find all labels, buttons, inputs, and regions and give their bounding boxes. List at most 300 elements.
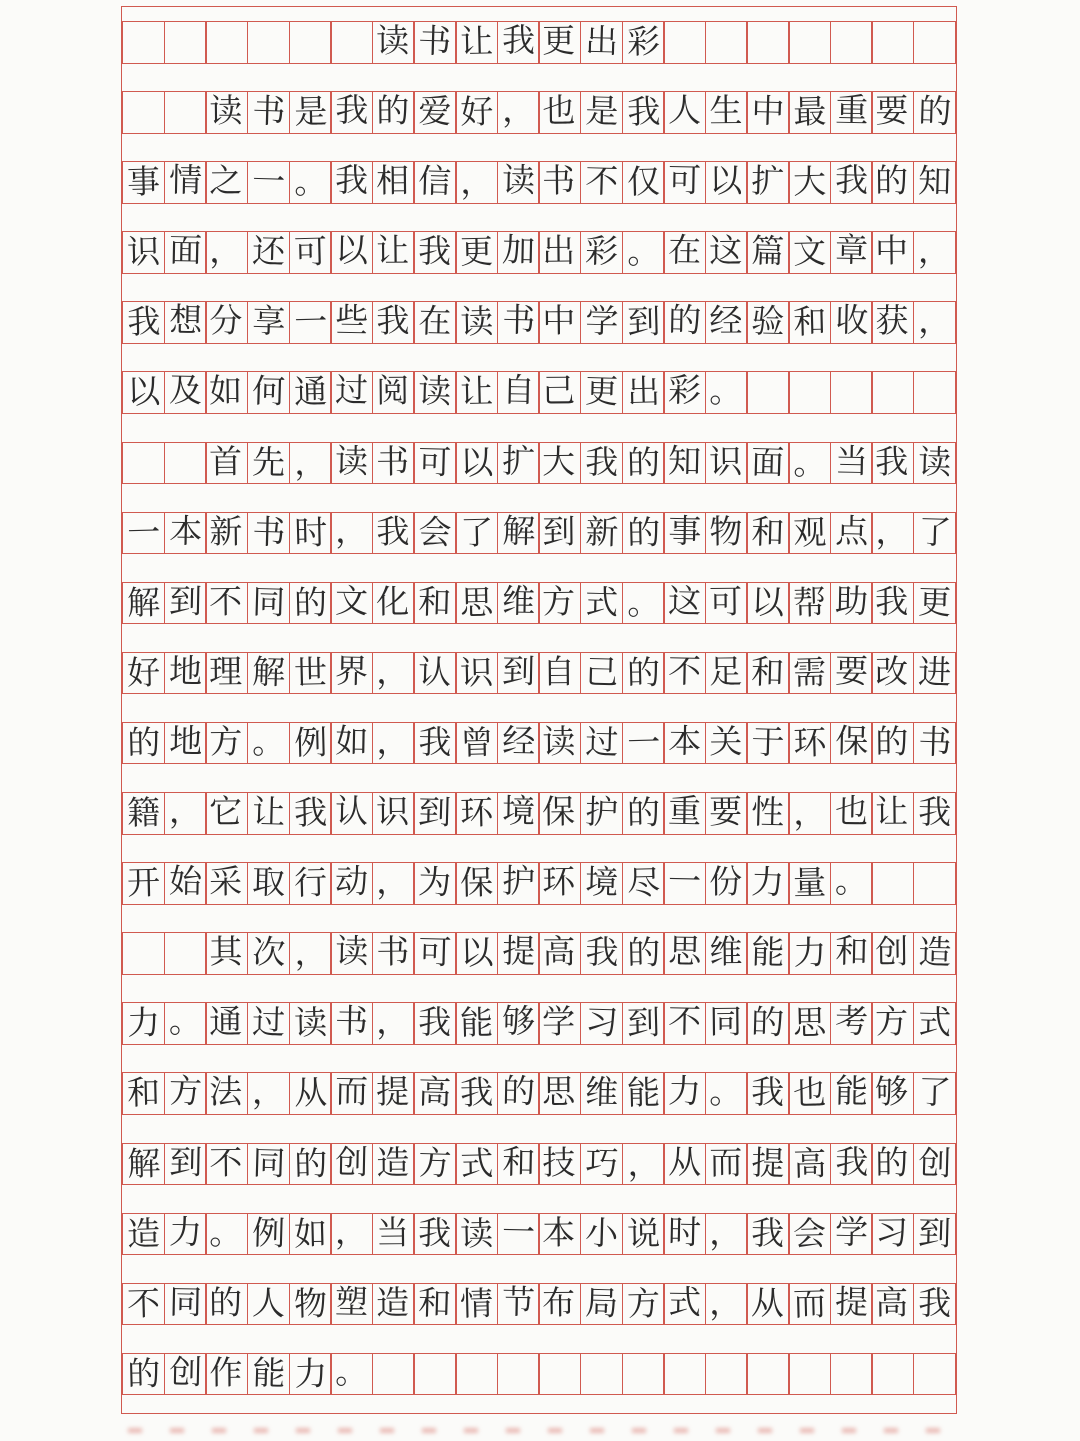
handwritten-char-cell: 我 <box>830 161 873 204</box>
handwritten-char-cell: 识 <box>372 792 415 835</box>
handwritten-char-cell: 篇 <box>746 231 789 274</box>
handwritten-char-cell: 布 <box>538 1283 581 1326</box>
handwritten-char-cell: 的 <box>622 652 665 695</box>
handwritten-char-cell: ， <box>330 512 373 555</box>
handwritten-char-cell: 从 <box>746 1283 789 1326</box>
handwritten-char-cell: ， <box>455 161 498 204</box>
handwritten-char-cell: 考 <box>830 1002 873 1045</box>
handwritten-char-cell: 何 <box>247 371 290 414</box>
handwritten-char-cell: 能 <box>455 1002 498 1045</box>
handwritten-char-cell: ， <box>289 442 332 485</box>
empty-grid-cell <box>788 371 831 414</box>
handwritten-char-cell: 一 <box>247 161 290 204</box>
handwritten-char-cell: 经 <box>497 722 540 765</box>
handwritten-char-cell: 验 <box>746 301 789 344</box>
handwritten-char-cell: 行 <box>289 862 332 905</box>
handwritten-char-cell: 到 <box>622 301 665 344</box>
handwritten-char-cell: 提 <box>746 1143 789 1186</box>
handwritten-char-cell: 我 <box>622 91 665 134</box>
handwritten-char-cell: 和 <box>830 932 873 975</box>
handwritten-char-cell: 会 <box>788 1213 831 1256</box>
empty-grid-cell <box>788 1353 831 1396</box>
grid-row <box>122 1283 956 1326</box>
handwritten-char-cell: 境 <box>580 862 623 905</box>
handwritten-char-cell: 巧 <box>580 1143 623 1186</box>
page-edge-artifact <box>128 1428 960 1433</box>
manuscript-grid <box>121 6 957 1414</box>
row-spacing-band <box>122 1115 956 1143</box>
handwritten-char-cell: 式 <box>913 1002 956 1045</box>
handwritten-char-cell: 式 <box>580 582 623 625</box>
handwritten-char-cell: 到 <box>538 512 581 555</box>
handwritten-char-cell: 环 <box>538 862 581 905</box>
handwritten-char-cell: 方 <box>622 1283 665 1326</box>
grid-top-strip <box>122 7 956 21</box>
handwritten-char-cell: 的 <box>289 582 332 625</box>
handwritten-char-cell: 解 <box>122 1143 165 1186</box>
handwritten-char-cell: 的 <box>871 722 914 765</box>
handwritten-char-cell: 创 <box>913 1143 956 1186</box>
handwritten-char-cell: 。 <box>622 231 665 274</box>
handwritten-char-cell: 知 <box>663 442 706 485</box>
handwritten-char-cell: 说 <box>622 1213 665 1256</box>
handwritten-char-cell: 解 <box>497 512 540 555</box>
handwritten-char-cell: 界 <box>330 652 373 695</box>
empty-grid-cell <box>330 21 373 64</box>
handwritten-char-cell: 更 <box>580 371 623 414</box>
handwritten-char-cell: 不 <box>663 652 706 695</box>
handwritten-char-cell: 不 <box>122 1283 165 1326</box>
handwritten-char-cell: 力 <box>746 862 789 905</box>
handwritten-char-cell: 经 <box>705 301 748 344</box>
handwritten-char-cell: 书 <box>913 722 956 765</box>
handwritten-char-cell: 中 <box>538 301 581 344</box>
handwritten-char-cell: 以 <box>122 371 165 414</box>
handwritten-char-cell: 保 <box>455 862 498 905</box>
handwritten-char-cell: 开 <box>122 862 165 905</box>
handwritten-char-cell: 事 <box>663 512 706 555</box>
handwritten-char-cell: 通 <box>289 371 332 414</box>
handwritten-char-cell: 要 <box>830 652 873 695</box>
handwritten-char-cell: 的 <box>289 1143 332 1186</box>
handwritten-char-cell: 从 <box>663 1143 706 1186</box>
handwritten-char-cell: ， <box>871 512 914 555</box>
handwritten-char-cell: 力 <box>122 1002 165 1045</box>
grid-row <box>122 512 956 555</box>
handwritten-char-cell: 次 <box>247 932 290 975</box>
handwritten-char-cell: 大 <box>788 161 831 204</box>
handwritten-char-cell: 些 <box>330 301 373 344</box>
empty-grid-cell <box>164 21 207 64</box>
handwritten-char-cell: 也 <box>830 792 873 835</box>
handwritten-char-cell: 方 <box>871 1002 914 1045</box>
handwritten-char-cell: 知 <box>913 161 956 204</box>
row-spacing-band <box>122 274 956 302</box>
handwritten-char-cell: 书 <box>247 512 290 555</box>
grid-row <box>122 442 956 485</box>
row-spacing-band <box>122 414 956 442</box>
handwritten-char-cell: 。 <box>622 582 665 625</box>
empty-grid-cell <box>913 371 956 414</box>
handwritten-char-cell: 更 <box>538 21 581 64</box>
handwritten-char-cell: 。 <box>705 1072 748 1115</box>
handwritten-char-cell: 技 <box>538 1143 581 1186</box>
handwritten-char-cell: 不 <box>205 1143 248 1186</box>
row-spacing-band <box>122 344 956 372</box>
handwritten-char-cell: 书 <box>372 442 415 485</box>
handwritten-char-cell: 过 <box>330 371 373 414</box>
handwritten-char-cell: 读 <box>330 442 373 485</box>
handwritten-char-cell: 新 <box>205 512 248 555</box>
handwritten-char-cell: 这 <box>705 231 748 274</box>
handwritten-char-cell: 籍 <box>122 792 165 835</box>
handwritten-char-cell: 读 <box>413 371 456 414</box>
handwritten-char-cell: 的 <box>746 1002 789 1045</box>
handwritten-char-cell: 认 <box>330 792 373 835</box>
handwritten-char-cell: 在 <box>413 301 456 344</box>
handwritten-char-cell: ， <box>705 1213 748 1256</box>
handwritten-char-cell: 及 <box>164 371 207 414</box>
handwritten-char-cell: 学 <box>830 1213 873 1256</box>
handwritten-char-cell: 。 <box>247 722 290 765</box>
grid-row <box>122 652 956 695</box>
handwritten-char-cell: 我 <box>580 932 623 975</box>
handwritten-char-cell: 能 <box>622 1072 665 1115</box>
handwritten-char-cell: 动 <box>330 862 373 905</box>
handwritten-char-cell: 我 <box>871 582 914 625</box>
handwritten-char-cell: 到 <box>164 582 207 625</box>
handwritten-char-cell: 关 <box>705 722 748 765</box>
handwritten-char-cell: 力 <box>663 1072 706 1115</box>
handwritten-char-cell: 的 <box>871 161 914 204</box>
handwritten-char-cell: 可 <box>413 442 456 485</box>
empty-grid-cell <box>913 1353 956 1396</box>
handwritten-char-cell: 足 <box>705 652 748 695</box>
handwritten-char-cell: 提 <box>830 1283 873 1326</box>
empty-grid-cell <box>413 1353 456 1396</box>
handwritten-char-cell: 学 <box>538 1002 581 1045</box>
handwritten-char-cell: 环 <box>455 792 498 835</box>
empty-grid-cell <box>663 21 706 64</box>
handwritten-char-cell: 思 <box>663 932 706 975</box>
empty-grid-cell <box>622 1353 665 1396</box>
handwritten-char-cell: 过 <box>580 722 623 765</box>
handwritten-char-cell: 提 <box>372 1072 415 1115</box>
handwritten-char-cell: 读 <box>538 722 581 765</box>
handwritten-char-cell: 更 <box>455 231 498 274</box>
handwritten-char-cell: 大 <box>538 442 581 485</box>
handwritten-char-cell: 本 <box>538 1213 581 1256</box>
handwritten-char-cell: ， <box>913 301 956 344</box>
empty-grid-cell <box>913 862 956 905</box>
handwritten-char-cell: 造 <box>372 1143 415 1186</box>
grid-row <box>122 1213 956 1256</box>
grid-row <box>122 1002 956 1045</box>
handwritten-char-cell: 习 <box>580 1002 623 1045</box>
handwritten-char-cell: 时 <box>289 512 332 555</box>
handwritten-char-cell: 收 <box>830 301 873 344</box>
handwritten-char-cell: 而 <box>705 1143 748 1186</box>
handwritten-char-cell: 的 <box>622 442 665 485</box>
handwritten-char-cell: 读 <box>497 161 540 204</box>
handwritten-char-cell: 同 <box>164 1283 207 1326</box>
handwritten-char-cell: 面 <box>164 231 207 274</box>
handwritten-char-cell: ， <box>913 231 956 274</box>
grid-row <box>122 722 956 765</box>
handwritten-char-cell: 书 <box>247 91 290 134</box>
handwritten-char-cell: 能 <box>746 932 789 975</box>
handwritten-char-cell: 书 <box>538 161 581 204</box>
handwritten-char-cell: 法 <box>205 1072 248 1115</box>
empty-grid-cell <box>830 1353 873 1396</box>
handwritten-char-cell: 高 <box>871 1283 914 1326</box>
handwritten-char-cell: 物 <box>705 512 748 555</box>
handwritten-char-cell: 也 <box>788 1072 831 1115</box>
row-spacing-band <box>122 975 956 1003</box>
handwritten-char-cell: 己 <box>580 652 623 695</box>
handwritten-char-cell: 节 <box>497 1283 540 1326</box>
handwritten-char-cell: 信 <box>413 161 456 204</box>
handwritten-char-cell: 造 <box>122 1213 165 1256</box>
handwritten-char-cell: 识 <box>122 231 165 274</box>
handwritten-char-cell: 识 <box>705 442 748 485</box>
row-spacing-band <box>122 1325 956 1353</box>
handwritten-char-cell: 我 <box>330 91 373 134</box>
row-spacing-band <box>122 484 956 512</box>
handwritten-char-cell: 文 <box>788 231 831 274</box>
handwritten-char-cell: 彩 <box>580 231 623 274</box>
handwritten-char-cell: 中 <box>746 91 789 134</box>
handwritten-char-cell: 护 <box>497 862 540 905</box>
empty-grid-cell <box>122 932 165 975</box>
handwritten-char-cell: 更 <box>913 582 956 625</box>
handwritten-char-cell: 让 <box>455 371 498 414</box>
handwritten-char-cell: 书 <box>497 301 540 344</box>
handwritten-char-cell: 己 <box>538 371 581 414</box>
empty-grid-cell <box>788 21 831 64</box>
handwritten-char-cell: 我 <box>413 722 456 765</box>
handwritten-char-cell: 方 <box>538 582 581 625</box>
empty-grid-cell <box>663 1353 706 1396</box>
empty-grid-cell <box>830 21 873 64</box>
handwritten-char-cell: 阅 <box>372 371 415 414</box>
handwritten-char-cell: 读 <box>289 1002 332 1045</box>
handwritten-char-cell: 过 <box>247 1002 290 1045</box>
handwritten-char-cell: 本 <box>164 512 207 555</box>
handwritten-char-cell: 最 <box>788 91 831 134</box>
handwritten-char-cell: 了 <box>455 512 498 555</box>
handwritten-char-cell: 的 <box>622 792 665 835</box>
handwritten-char-cell: 了 <box>913 512 956 555</box>
handwritten-char-cell: 造 <box>913 932 956 975</box>
handwritten-char-cell: 点 <box>830 512 873 555</box>
handwritten-char-cell: 。 <box>788 442 831 485</box>
handwritten-char-cell: 塑 <box>330 1283 373 1326</box>
handwritten-char-cell: 例 <box>289 722 332 765</box>
handwritten-char-cell: 让 <box>372 231 415 274</box>
handwritten-char-cell: 加 <box>497 231 540 274</box>
handwritten-char-cell: 维 <box>580 1072 623 1115</box>
handwritten-char-cell: ， <box>372 722 415 765</box>
handwritten-char-cell: 化 <box>372 582 415 625</box>
handwritten-char-cell: 出 <box>580 21 623 64</box>
grid-row <box>122 862 956 905</box>
handwritten-char-cell: 提 <box>497 932 540 975</box>
handwritten-char-cell: 可 <box>413 932 456 975</box>
handwritten-char-cell: 情 <box>164 161 207 204</box>
empty-grid-cell <box>746 1353 789 1396</box>
handwritten-char-cell: 一 <box>663 862 706 905</box>
handwritten-char-cell: 出 <box>622 371 665 414</box>
handwritten-char-cell: 让 <box>871 792 914 835</box>
handwritten-char-cell: 创 <box>164 1353 207 1396</box>
row-spacing-band <box>122 694 956 722</box>
handwritten-char-cell: 境 <box>497 792 540 835</box>
handwritten-char-cell: 的 <box>372 91 415 134</box>
handwritten-char-cell: 一 <box>497 1213 540 1256</box>
handwritten-char-cell: 这 <box>663 582 706 625</box>
handwritten-char-cell: 取 <box>247 862 290 905</box>
grid-row <box>122 582 956 625</box>
grid-row <box>122 301 956 344</box>
handwritten-char-cell: 仅 <box>622 161 665 204</box>
empty-grid-cell <box>746 371 789 414</box>
handwritten-char-cell: 我 <box>413 1213 456 1256</box>
handwritten-char-cell: 我 <box>830 1143 873 1186</box>
handwritten-char-cell: 世 <box>289 652 332 695</box>
handwritten-char-cell: 可 <box>663 161 706 204</box>
handwritten-char-cell: 还 <box>247 231 290 274</box>
handwritten-char-cell: 可 <box>289 231 332 274</box>
empty-grid-cell <box>122 21 165 64</box>
handwritten-char-cell: 维 <box>497 582 540 625</box>
handwritten-char-cell: 到 <box>497 652 540 695</box>
handwritten-char-cell: 事 <box>122 161 165 204</box>
row-spacing-band <box>122 64 956 92</box>
empty-grid-cell <box>830 371 873 414</box>
handwritten-char-cell: 不 <box>663 1002 706 1045</box>
handwritten-char-cell: 好 <box>122 652 165 695</box>
handwritten-char-cell: ， <box>622 1143 665 1186</box>
handwritten-char-cell: 我 <box>413 231 456 274</box>
grid-row <box>122 161 956 204</box>
handwritten-char-cell: 是 <box>289 91 332 134</box>
handwritten-char-cell: 。 <box>705 371 748 414</box>
handwritten-char-cell: 读 <box>372 21 415 64</box>
handwritten-char-cell: 和 <box>413 582 456 625</box>
handwritten-char-cell: 不 <box>205 582 248 625</box>
handwritten-char-cell: 力 <box>289 1353 332 1396</box>
grid-row <box>122 91 956 134</box>
handwritten-char-cell: 人 <box>663 91 706 134</box>
handwritten-char-cell: 我 <box>455 1072 498 1115</box>
handwritten-char-cell: 尽 <box>622 862 665 905</box>
empty-grid-cell <box>705 21 748 64</box>
empty-grid-cell <box>746 21 789 64</box>
handwritten-char-cell: 我 <box>122 301 165 344</box>
handwritten-char-cell: 当 <box>372 1213 415 1256</box>
handwritten-char-cell: 如 <box>205 371 248 414</box>
handwritten-char-cell: 书 <box>413 21 456 64</box>
handwritten-char-cell: 曾 <box>455 722 498 765</box>
handwritten-char-cell: 采 <box>205 862 248 905</box>
handwritten-char-cell: 读 <box>330 932 373 975</box>
handwritten-char-cell: 到 <box>622 1002 665 1045</box>
handwritten-char-cell: ， <box>497 91 540 134</box>
handwritten-char-cell: 高 <box>788 1143 831 1186</box>
handwritten-char-cell: 本 <box>663 722 706 765</box>
grid-row <box>122 21 956 64</box>
handwritten-char-cell: 的 <box>913 91 956 134</box>
handwritten-char-cell: 习 <box>871 1213 914 1256</box>
handwritten-char-cell: ， <box>247 1072 290 1115</box>
handwritten-char-cell: 享 <box>247 301 290 344</box>
handwritten-char-cell: ， <box>788 792 831 835</box>
handwritten-char-cell: 为 <box>413 862 456 905</box>
handwritten-char-cell: 观 <box>788 512 831 555</box>
handwritten-char-cell: 思 <box>538 1072 581 1115</box>
handwritten-char-cell: 的 <box>871 1143 914 1186</box>
handwritten-char-cell: 。 <box>205 1213 248 1256</box>
grid-row <box>122 932 956 975</box>
handwritten-char-cell: 要 <box>705 792 748 835</box>
handwritten-char-cell: 时 <box>663 1213 706 1256</box>
handwritten-char-cell: 到 <box>413 792 456 835</box>
handwritten-char-cell: 高 <box>413 1072 456 1115</box>
handwritten-char-cell: 其 <box>205 932 248 975</box>
handwritten-char-cell: 而 <box>788 1283 831 1326</box>
handwritten-char-cell: 如 <box>330 722 373 765</box>
handwritten-char-cell: 读 <box>455 301 498 344</box>
handwritten-char-cell: 我 <box>372 301 415 344</box>
empty-grid-cell <box>289 21 332 64</box>
handwritten-char-cell: 不 <box>580 161 623 204</box>
handwritten-char-cell: 物 <box>289 1283 332 1326</box>
handwritten-char-cell: 重 <box>830 91 873 134</box>
handwritten-char-cell: 方 <box>413 1143 456 1186</box>
handwritten-char-cell: 保 <box>538 792 581 835</box>
handwritten-char-cell: 解 <box>122 582 165 625</box>
handwritten-char-cell: 文 <box>330 582 373 625</box>
empty-grid-cell <box>247 21 290 64</box>
empty-grid-cell <box>372 1353 415 1396</box>
handwritten-char-cell: 环 <box>788 722 831 765</box>
handwritten-char-cell: 获 <box>871 301 914 344</box>
handwritten-char-cell: 需 <box>788 652 831 695</box>
handwritten-char-cell: 以 <box>455 932 498 975</box>
handwritten-char-cell: 以 <box>705 161 748 204</box>
handwritten-char-cell: 人 <box>247 1283 290 1326</box>
handwritten-char-cell: 从 <box>289 1072 332 1115</box>
row-spacing-band <box>122 905 956 933</box>
empty-grid-cell <box>871 862 914 905</box>
handwritten-char-cell: 当 <box>830 442 873 485</box>
handwritten-char-cell: 新 <box>580 512 623 555</box>
empty-grid-cell <box>455 1353 498 1396</box>
handwritten-char-cell: 局 <box>580 1283 623 1326</box>
handwritten-char-cell: 彩 <box>622 21 665 64</box>
handwritten-char-cell: 了 <box>913 1072 956 1115</box>
handwritten-char-cell: 式 <box>663 1283 706 1326</box>
grid-bottom-strip <box>122 1395 956 1405</box>
handwritten-char-cell: 维 <box>705 932 748 975</box>
handwritten-char-cell: 始 <box>164 862 207 905</box>
handwritten-char-cell: 小 <box>580 1213 623 1256</box>
handwritten-char-cell: 理 <box>205 652 248 695</box>
row-spacing-band <box>122 1185 956 1213</box>
handwritten-char-cell: 能 <box>830 1072 873 1115</box>
empty-grid-cell <box>164 91 207 134</box>
